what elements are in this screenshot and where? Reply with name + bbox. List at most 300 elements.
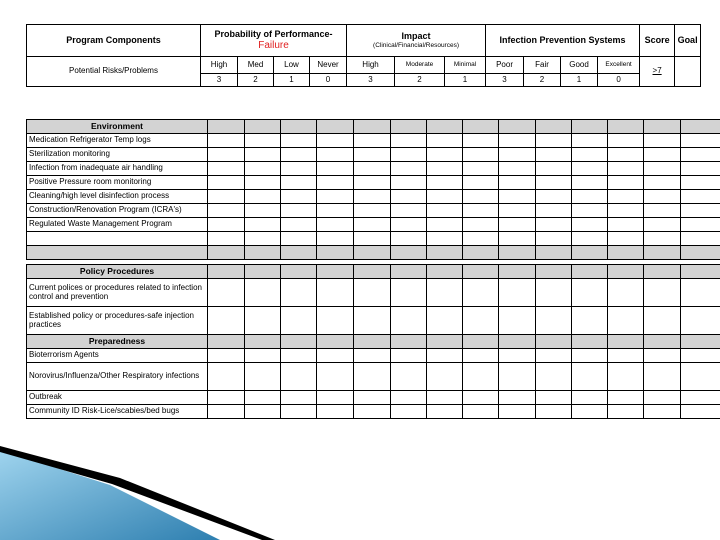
grid-cell[interactable] [572,363,608,391]
grid-cell[interactable] [354,307,391,335]
prob-level-label: High [201,57,238,74]
grid-cell[interactable] [391,391,427,405]
grid-cell[interactable] [681,363,720,391]
ips-level-value: 3 [486,74,524,87]
grid-cell[interactable] [281,279,317,307]
grid-cell[interactable] [245,265,281,279]
grid-cell[interactable] [572,134,608,148]
grid-cell[interactable] [644,232,681,246]
risk-item-label: Medication Refrigerator Temp logs [27,134,208,148]
grid-cell[interactable] [463,148,499,162]
grid-cell[interactable] [281,190,317,204]
grid-cell[interactable] [463,246,499,260]
grid-cell[interactable] [354,148,391,162]
grid-cell[interactable] [245,218,281,232]
grid-cell[interactable] [499,134,536,148]
grid-cell[interactable] [427,391,463,405]
grid-cell[interactable] [608,218,644,232]
grid-cell[interactable] [463,405,499,419]
grid-cell[interactable] [463,391,499,405]
grid-cell[interactable] [317,405,354,419]
table-row [27,279,720,307]
policy-header-row [27,265,720,279]
grid-cell[interactable] [644,265,681,279]
grid-cell[interactable] [572,349,608,363]
grid-cell[interactable] [391,176,427,190]
grid-cell[interactable] [391,190,427,204]
grid-cell[interactable] [427,307,463,335]
grid-cell[interactable] [281,246,317,260]
grid-cell[interactable] [281,349,317,363]
grid-cell[interactable] [644,335,681,349]
grid-cell[interactable] [463,307,499,335]
grid-cell[interactable] [644,405,681,419]
grid-cell[interactable] [572,232,608,246]
grid-cell[interactable] [208,405,245,419]
grid-cell[interactable] [572,120,608,134]
ips-level-value: 0 [598,74,640,87]
grid-cell[interactable] [608,190,644,204]
grid-cell[interactable] [536,246,572,260]
grid-cell[interactable] [572,335,608,349]
goal-cell [675,57,701,87]
grid-cell[interactable] [281,307,317,335]
grid-cell[interactable] [317,307,354,335]
grid-cell[interactable] [281,363,317,391]
grid-cell[interactable] [572,391,608,405]
grid-cell[interactable] [427,134,463,148]
table-row [27,190,720,204]
grid-cell[interactable] [208,349,245,363]
grid-cell[interactable] [644,162,681,176]
grid-cell[interactable] [644,176,681,190]
score-threshold-value: >7 [652,66,662,76]
grid-cell[interactable] [536,363,572,391]
grid-cell[interactable] [608,307,644,335]
grid-cell[interactable] [427,176,463,190]
grid-cell[interactable] [281,204,317,218]
program-components-heading: Program Components [27,25,201,57]
grid-cell[interactable] [245,176,281,190]
grid-cell[interactable] [317,176,354,190]
grid-cell[interactable] [681,176,720,190]
grid-cell[interactable] [317,363,354,391]
grid-cell[interactable] [317,134,354,148]
grid-cell[interactable] [572,279,608,307]
grid-cell[interactable] [499,246,536,260]
grid-cell[interactable] [536,134,572,148]
grid-cell[interactable] [427,363,463,391]
grid-cell[interactable] [427,120,463,134]
grid-cell[interactable] [245,190,281,204]
grid-cell[interactable] [354,279,391,307]
grid-cell[interactable] [354,232,391,246]
grid-cell[interactable] [499,307,536,335]
grid-cell[interactable] [644,279,681,307]
grid-cell[interactable] [536,391,572,405]
grid-cell[interactable] [463,162,499,176]
grid-cell[interactable] [317,232,354,246]
grid-cell[interactable] [391,307,427,335]
grid-cell[interactable] [499,176,536,190]
grid-cell[interactable] [208,218,245,232]
grid-cell[interactable] [572,190,608,204]
grid-cell[interactable] [354,246,391,260]
grid-cell[interactable] [499,218,536,232]
grid-cell[interactable] [281,391,317,405]
grid-cell[interactable] [608,148,644,162]
grid-cell[interactable] [354,204,391,218]
grid-cell[interactable] [281,120,317,134]
grid-cell[interactable] [391,349,427,363]
potential-risks-heading: Potential Risks/Problems [27,57,201,87]
grid-cell[interactable] [245,204,281,218]
grid-cell[interactable] [427,335,463,349]
grid-cell[interactable] [536,204,572,218]
grid-cell[interactable] [499,349,536,363]
grid-cell[interactable] [281,335,317,349]
grid-cell[interactable] [281,232,317,246]
grid-cell[interactable] [536,335,572,349]
impact-level-label: Moderate [395,57,445,74]
grid-cell[interactable] [245,363,281,391]
grid-cell[interactable] [354,391,391,405]
grid-cell[interactable] [354,218,391,232]
grid-cell[interactable] [245,279,281,307]
grid-cell[interactable] [317,204,354,218]
grid-cell[interactable] [208,265,245,279]
grid-cell[interactable] [354,134,391,148]
grid-cell[interactable] [354,349,391,363]
grid-cell[interactable] [463,279,499,307]
grid-cell[interactable] [608,405,644,419]
grid-cell[interactable] [245,148,281,162]
grid-cell[interactable] [208,162,245,176]
impact-heading [347,25,486,57]
preparedness-header-row [27,335,720,349]
grid-cell[interactable] [317,190,354,204]
grid-cell[interactable] [208,134,245,148]
grid-cell[interactable] [681,204,720,218]
grid-cell[interactable] [499,391,536,405]
grid-cell[interactable] [608,349,644,363]
grid-cell[interactable] [463,134,499,148]
grid-cell[interactable] [317,246,354,260]
grid-cell[interactable] [245,162,281,176]
grid-cell[interactable] [317,148,354,162]
grid-cell[interactable] [427,405,463,419]
grid-cell[interactable] [572,148,608,162]
environment-title: Environment [27,120,208,134]
grid-cell[interactable] [427,232,463,246]
grid-cell[interactable] [536,307,572,335]
grid-cell[interactable] [245,335,281,349]
grid-cell[interactable] [536,162,572,176]
environment-footer-row [27,246,720,260]
grid-cell[interactable] [427,204,463,218]
prob-level-value: 0 [310,74,347,87]
impact-level-label: Minimal [445,57,486,74]
ips-level-value: 1 [561,74,598,87]
grid-cell[interactable] [354,120,391,134]
grid-cell[interactable] [644,307,681,335]
grid-cell[interactable] [608,120,644,134]
grid-cell[interactable] [208,279,245,307]
impact-title: Impact [401,30,431,41]
risk-item-label: Outbreak [27,391,208,405]
grid-cell[interactable] [427,218,463,232]
grid-cell[interactable] [245,246,281,260]
grid-cell[interactable] [208,335,245,349]
grid-cell[interactable] [536,176,572,190]
grid-cell[interactable] [681,148,720,162]
grid-cell[interactable] [608,335,644,349]
grid-cell[interactable] [536,279,572,307]
ips-level-value: 2 [524,74,561,87]
grid-cell[interactable] [499,363,536,391]
probability-heading [201,25,347,57]
grid-cell[interactable] [644,391,681,405]
grid-cell[interactable] [354,265,391,279]
grid-cell[interactable] [681,232,720,246]
prob-level-value: 3 [201,74,238,87]
grid-cell[interactable] [536,148,572,162]
grid-cell[interactable] [317,279,354,307]
grid-cell[interactable] [245,120,281,134]
grid-cell[interactable] [463,335,499,349]
table-row [27,232,720,246]
grid-cell[interactable] [644,190,681,204]
environment-table [26,119,720,260]
grid-cell[interactable] [572,307,608,335]
grid-cell[interactable] [391,232,427,246]
grid-cell[interactable] [245,405,281,419]
grid-cell[interactable] [245,391,281,405]
grid-cell[interactable] [281,148,317,162]
grid-cell[interactable] [681,391,720,405]
grid-cell[interactable] [427,162,463,176]
grid-cell[interactable] [427,148,463,162]
grid-cell[interactable] [391,265,427,279]
grid-cell[interactable] [536,265,572,279]
grid-cell[interactable] [391,335,427,349]
grid-cell[interactable] [391,218,427,232]
grid-cell[interactable] [208,148,245,162]
score-threshold [640,57,675,87]
grid-cell[interactable] [245,307,281,335]
grid-cell[interactable] [644,204,681,218]
grid-cell[interactable] [499,190,536,204]
grid-cell[interactable] [208,204,245,218]
grid-cell[interactable] [391,134,427,148]
risk-item-label: Established policy or procedures-safe injection practices [27,307,208,335]
grid-cell[interactable] [572,176,608,190]
grid-cell[interactable] [536,190,572,204]
grid-cell[interactable] [644,120,681,134]
grid-cell[interactable] [608,246,644,260]
grid-cell[interactable] [499,265,536,279]
grid-cell[interactable] [354,363,391,391]
grid-cell[interactable] [499,204,536,218]
grid-cell[interactable] [608,265,644,279]
grid-cell[interactable] [644,218,681,232]
grid-cell[interactable] [463,349,499,363]
grid-cell[interactable] [536,232,572,246]
grid-cell[interactable] [391,363,427,391]
grid-cell[interactable] [463,176,499,190]
grid-cell[interactable] [427,190,463,204]
policy-title: Policy Procedures [27,265,208,279]
grid-cell[interactable] [208,232,245,246]
grid-cell[interactable] [208,120,245,134]
grid-cell[interactable] [463,120,499,134]
grid-cell[interactable] [245,232,281,246]
grid-cell[interactable] [499,335,536,349]
table-row [27,176,720,190]
grid-cell[interactable] [499,162,536,176]
empty-label-cell [27,232,208,246]
risk-assessment-header [26,24,701,87]
grid-cell[interactable] [536,218,572,232]
grid-cell[interactable] [463,190,499,204]
grid-cell[interactable] [317,265,354,279]
prob-level-label: Med [238,57,274,74]
grid-cell[interactable] [281,405,317,419]
ips-level-label: Excellent [598,57,640,74]
grid-cell[interactable] [499,120,536,134]
grid-cell[interactable] [536,120,572,134]
grid-cell[interactable] [391,204,427,218]
grid-cell[interactable] [681,307,720,335]
grid-cell[interactable] [427,246,463,260]
grid-cell[interactable] [281,134,317,148]
grid-cell[interactable] [463,363,499,391]
table-row [27,204,720,218]
grid-cell[interactable] [644,349,681,363]
impact-level-value: 1 [445,74,486,87]
grid-cell[interactable] [317,120,354,134]
grid-cell[interactable] [499,405,536,419]
grid-cell[interactable] [208,176,245,190]
impact-subtitle: (Clinical/Financial/Resources) [373,41,460,49]
grid-cell[interactable] [536,349,572,363]
grid-cell[interactable] [281,162,317,176]
risk-item-label: Cleaning/high level disinfection process [27,190,208,204]
grid-cell[interactable] [463,204,499,218]
probability-failure-label: Failure [258,39,289,51]
grid-cell[interactable] [317,349,354,363]
grid-cell[interactable] [681,335,720,349]
grid-cell[interactable] [354,190,391,204]
grid-cell[interactable] [572,246,608,260]
grid-cell[interactable] [354,335,391,349]
grid-cell[interactable] [208,391,245,405]
grid-cell[interactable] [499,232,536,246]
grid-cell[interactable] [427,279,463,307]
grid-cell[interactable] [681,162,720,176]
grid-cell[interactable] [317,391,354,405]
preparedness-title: Preparedness [27,335,208,349]
grid-cell[interactable] [608,363,644,391]
grid-cell[interactable] [644,148,681,162]
grid-cell[interactable] [572,204,608,218]
grid-cell[interactable] [354,405,391,419]
grid-cell[interactable] [608,176,644,190]
grid-cell[interactable] [499,279,536,307]
grid-cell[interactable] [681,405,720,419]
grid-cell[interactable] [391,279,427,307]
grid-cell[interactable] [463,218,499,232]
grid-cell[interactable] [391,405,427,419]
grid-cell[interactable] [681,120,720,134]
grid-cell[interactable] [608,162,644,176]
grid-cell[interactable] [644,134,681,148]
grid-cell[interactable] [499,148,536,162]
grid-cell[interactable] [572,265,608,279]
grid-cell[interactable] [681,190,720,204]
grid-cell[interactable] [681,246,720,260]
grid-cell[interactable] [208,246,245,260]
grid-cell[interactable] [608,232,644,246]
grid-cell[interactable] [608,279,644,307]
grid-cell[interactable] [681,349,720,363]
table-row [27,218,720,232]
grid-cell[interactable] [608,391,644,405]
grid-cell[interactable] [463,265,499,279]
grid-cell[interactable] [644,363,681,391]
table-row [27,363,720,391]
grid-cell[interactable] [391,246,427,260]
grid-cell[interactable] [354,176,391,190]
grid-cell[interactable] [536,405,572,419]
grid-cell[interactable] [644,246,681,260]
grid-cell[interactable] [245,134,281,148]
grid-cell[interactable] [681,265,720,279]
grid-cell[interactable] [681,218,720,232]
risk-item-label: Infection from inadequate air handling [27,162,208,176]
grid-cell[interactable] [608,134,644,148]
grid-cell[interactable] [354,162,391,176]
grid-cell[interactable] [317,218,354,232]
grid-cell[interactable] [281,218,317,232]
grid-cell[interactable] [572,405,608,419]
grid-cell[interactable] [281,176,317,190]
grid-cell[interactable] [608,204,644,218]
blue-swoosh-shape [0,450,220,540]
grid-cell[interactable] [208,190,245,204]
grid-cell[interactable] [245,349,281,363]
grid-cell[interactable] [427,349,463,363]
grid-cell[interactable] [681,279,720,307]
grid-cell[interactable] [572,218,608,232]
prob-level-label: Low [274,57,310,74]
grid-cell[interactable] [681,134,720,148]
grid-cell[interactable] [317,335,354,349]
table-row [27,391,720,405]
grid-cell[interactable] [572,162,608,176]
environment-header-row [27,120,720,134]
grid-cell[interactable] [391,162,427,176]
grid-cell[interactable] [463,232,499,246]
grid-cell[interactable] [208,307,245,335]
grid-cell[interactable] [391,120,427,134]
grid-cell[interactable] [427,265,463,279]
table-row [27,148,720,162]
grid-cell[interactable] [391,148,427,162]
grid-cell[interactable] [208,363,245,391]
grid-cell[interactable] [281,265,317,279]
grid-cell[interactable] [317,162,354,176]
